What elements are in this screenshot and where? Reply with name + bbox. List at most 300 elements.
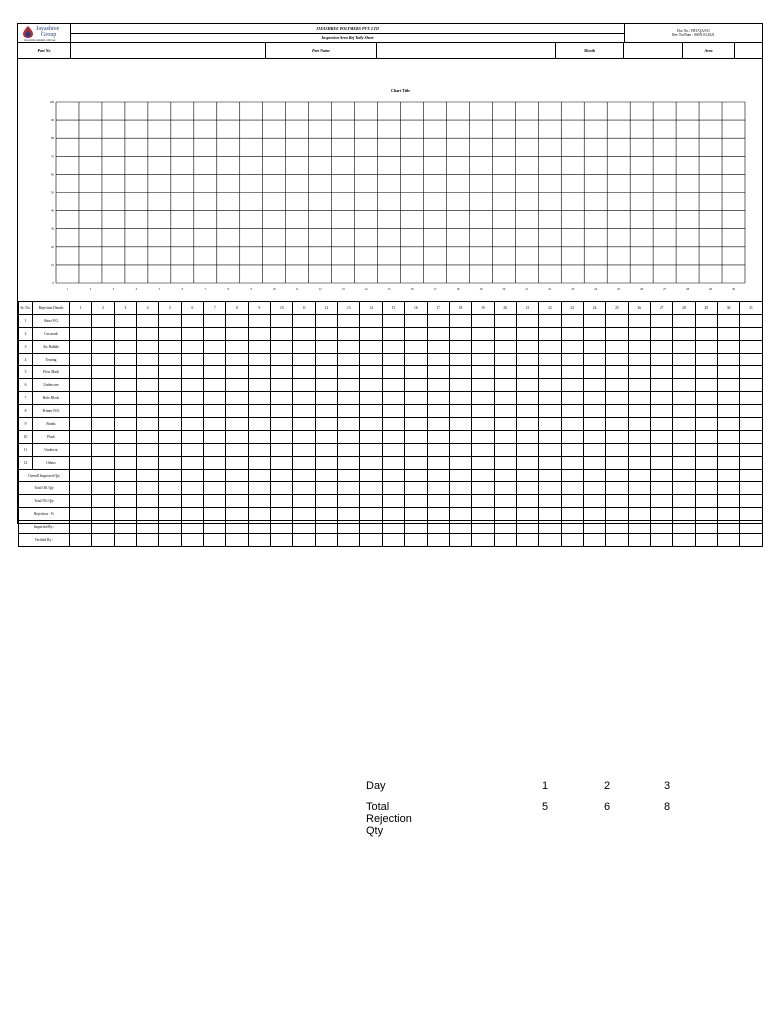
- y-tick-label: 0: [52, 281, 54, 285]
- day-cell: [271, 508, 293, 521]
- day-header: 5: [159, 302, 181, 315]
- day-cell: [583, 521, 605, 534]
- day-cell: [70, 482, 92, 495]
- day-cell: [70, 366, 92, 379]
- day-cell: [449, 521, 471, 534]
- day-cell: [315, 430, 337, 443]
- day-cell: [673, 418, 695, 431]
- defect-row: [19, 392, 763, 405]
- day-cell: [539, 469, 561, 482]
- day-cell: [204, 495, 226, 508]
- day-cell: [360, 418, 382, 431]
- defect-name: Tearing: [33, 353, 70, 366]
- day-cell: [717, 405, 739, 418]
- day-cell: [271, 469, 293, 482]
- day-header: 30: [717, 302, 739, 315]
- day-cell: [137, 430, 159, 443]
- day-cell: [628, 405, 650, 418]
- summary-day-value: 3: [664, 780, 671, 792]
- day-cell: [650, 314, 672, 327]
- part-no-label: Part No: [37, 48, 51, 53]
- day-cell: [226, 366, 248, 379]
- day-cell: [717, 456, 739, 469]
- day-cell: [360, 534, 382, 547]
- day-header: 2: [92, 302, 114, 315]
- x-tick-label: 13: [341, 287, 345, 291]
- defect-row: [19, 405, 763, 418]
- day-cell: [539, 418, 561, 431]
- day-cell: [561, 314, 583, 327]
- day-cell: [382, 314, 404, 327]
- day-cell: [717, 314, 739, 327]
- day-cell: [561, 392, 583, 405]
- x-tick-label: 7: [204, 287, 207, 291]
- day-cell: [740, 327, 762, 340]
- day-cell: [248, 508, 270, 521]
- x-tick-label: 11: [295, 287, 299, 291]
- day-cell: [472, 456, 494, 469]
- day-cell: [606, 392, 628, 405]
- day-cell: [449, 379, 471, 392]
- day-cell: [271, 482, 293, 495]
- x-tick-label: 19: [479, 287, 483, 291]
- day-cell: [628, 508, 650, 521]
- day-cell: [92, 418, 114, 431]
- summary-day-value: 1: [542, 780, 549, 792]
- summary-row: [19, 508, 763, 521]
- day-cell: [293, 366, 315, 379]
- day-cell: [405, 392, 427, 405]
- day-cell: [673, 379, 695, 392]
- x-tick-label: 15: [387, 287, 391, 291]
- day-cell: [561, 443, 583, 456]
- day-cell: [494, 521, 516, 534]
- day-cell: [137, 366, 159, 379]
- day-cell: [606, 430, 628, 443]
- day-cell: [70, 353, 92, 366]
- day-cell: [405, 456, 427, 469]
- day-cell: [248, 443, 270, 456]
- day-cell: [539, 340, 561, 353]
- day-cell: [92, 456, 114, 469]
- day-cell: [293, 430, 315, 443]
- day-cell: [606, 366, 628, 379]
- day-cell: [673, 534, 695, 547]
- day-cell: [382, 456, 404, 469]
- day-cell: [114, 469, 136, 482]
- day-cell: [516, 392, 538, 405]
- day-cell: [539, 456, 561, 469]
- day-cell: [449, 495, 471, 508]
- day-cell: [226, 340, 248, 353]
- day-cell: [695, 314, 717, 327]
- day-cell: [539, 495, 561, 508]
- day-cell: [181, 508, 203, 521]
- day-cell: [472, 366, 494, 379]
- x-tick-label: 4: [135, 287, 138, 291]
- day-cell: [226, 314, 248, 327]
- defect-number: 2: [19, 327, 33, 340]
- day-cell: [695, 418, 717, 431]
- day-cell: [114, 379, 136, 392]
- day-header: 24: [583, 302, 605, 315]
- day-cell: [70, 508, 92, 521]
- day-cell: [159, 430, 181, 443]
- y-tick-label: 70: [51, 154, 54, 159]
- day-header: 15: [382, 302, 404, 315]
- day-cell: [494, 379, 516, 392]
- day-cell: [449, 366, 471, 379]
- day-cell: [114, 482, 136, 495]
- day-cell: [338, 443, 360, 456]
- day-cell: [405, 405, 427, 418]
- day-cell: [695, 508, 717, 521]
- day-cell: [226, 418, 248, 431]
- day-cell: [427, 456, 449, 469]
- day-cell: [293, 508, 315, 521]
- day-cell: [494, 405, 516, 418]
- day-cell: [405, 521, 427, 534]
- day-cell: [360, 495, 382, 508]
- day-cell: [137, 405, 159, 418]
- day-cell: [583, 327, 605, 340]
- day-cell: [226, 405, 248, 418]
- day-cell: [449, 314, 471, 327]
- day-cell: [382, 482, 404, 495]
- day-cell: [159, 469, 181, 482]
- day-cell: [740, 353, 762, 366]
- day-cell: [472, 495, 494, 508]
- day-cell: [583, 353, 605, 366]
- day-cell: [516, 314, 538, 327]
- day-header: 13: [338, 302, 360, 315]
- day-cell: [114, 418, 136, 431]
- day-cell: [561, 327, 583, 340]
- area-label: Area: [704, 48, 713, 53]
- day-cell: [226, 521, 248, 534]
- day-cell: [70, 418, 92, 431]
- day-cell: [181, 405, 203, 418]
- day-cell: [271, 353, 293, 366]
- day-cell: [650, 353, 672, 366]
- day-cell: [606, 405, 628, 418]
- day-cell: [494, 482, 516, 495]
- day-cell: [360, 482, 382, 495]
- defect-number: 4: [19, 353, 33, 366]
- day-header: 22: [539, 302, 561, 315]
- day-cell: [695, 366, 717, 379]
- day-cell: [740, 430, 762, 443]
- day-cell: [606, 534, 628, 547]
- day-cell: [382, 418, 404, 431]
- summary-row-label: Inspected By :: [19, 521, 70, 534]
- day-cell: [159, 353, 181, 366]
- day-cell: [114, 405, 136, 418]
- day-cell: [695, 353, 717, 366]
- day-cell: [606, 418, 628, 431]
- day-cell: [360, 392, 382, 405]
- day-cell: [338, 482, 360, 495]
- day-cell: [315, 327, 337, 340]
- day-cell: [539, 482, 561, 495]
- day-cell: [92, 469, 114, 482]
- day-cell: [449, 443, 471, 456]
- day-cell: [561, 469, 583, 482]
- day-cell: [338, 340, 360, 353]
- day-cell: [449, 456, 471, 469]
- rejection-details-header: Rejection Details: [33, 302, 70, 315]
- day-cell: [360, 443, 382, 456]
- day-cell: [181, 443, 203, 456]
- day-cell: [405, 379, 427, 392]
- day-cell: [472, 534, 494, 547]
- doc-number: Doc No.: FRT/QA/011: [677, 29, 710, 33]
- day-cell: [650, 469, 672, 482]
- day-cell: [717, 469, 739, 482]
- day-cell: [516, 508, 538, 521]
- day-header: 7: [204, 302, 226, 315]
- day-cell: [561, 534, 583, 547]
- day-cell: [673, 521, 695, 534]
- summary-row-label: Rejection - %: [19, 508, 70, 521]
- defect-row: [19, 443, 763, 456]
- day-cell: [159, 534, 181, 547]
- day-cell: [695, 456, 717, 469]
- day-cell: [92, 443, 114, 456]
- day-cell: [405, 366, 427, 379]
- day-cell: [606, 508, 628, 521]
- day-cell: [539, 521, 561, 534]
- day-cell: [293, 469, 315, 482]
- day-cell: [516, 521, 538, 534]
- day-cell: [248, 521, 270, 534]
- day-cell: [673, 482, 695, 495]
- day-cell: [315, 314, 337, 327]
- day-cell: [494, 392, 516, 405]
- day-cell: [494, 327, 516, 340]
- day-cell: [204, 353, 226, 366]
- day-cell: [204, 366, 226, 379]
- y-tick-label: 30: [51, 226, 54, 231]
- day-cell: [338, 508, 360, 521]
- x-tick-label: 3: [112, 287, 115, 291]
- day-cell: [516, 340, 538, 353]
- y-tick-label: 40: [51, 208, 54, 213]
- day-cell: [70, 327, 92, 340]
- day-cell: [405, 469, 427, 482]
- day-cell: [472, 340, 494, 353]
- day-cell: [137, 314, 159, 327]
- day-cell: [427, 314, 449, 327]
- day-cell: [695, 405, 717, 418]
- day-cell: [516, 443, 538, 456]
- x-tick-label: 24: [594, 287, 598, 291]
- day-cell: [673, 405, 695, 418]
- day-cell: [449, 418, 471, 431]
- day-header: 6: [181, 302, 203, 315]
- day-cell: [382, 353, 404, 366]
- day-cell: [695, 469, 717, 482]
- day-cell: [494, 418, 516, 431]
- day-cell: [695, 379, 717, 392]
- defect-name: Flow Mark: [33, 366, 70, 379]
- day-cell: [561, 353, 583, 366]
- day-cell: [293, 443, 315, 456]
- day-cell: [427, 482, 449, 495]
- day-cell: [181, 469, 203, 482]
- summary-day-value: 2: [604, 780, 611, 792]
- day-cell: [204, 443, 226, 456]
- day-cell: [226, 469, 248, 482]
- day-cell: [338, 366, 360, 379]
- day-cell: [114, 327, 136, 340]
- day-cell: [315, 482, 337, 495]
- day-cell: [650, 521, 672, 534]
- day-cell: [382, 405, 404, 418]
- summary-row: [19, 469, 763, 482]
- defect-number: 7: [19, 392, 33, 405]
- day-cell: [606, 340, 628, 353]
- day-cell: [516, 418, 538, 431]
- day-header: 19: [472, 302, 494, 315]
- day-cell: [293, 314, 315, 327]
- day-cell: [271, 495, 293, 508]
- day-cell: [70, 521, 92, 534]
- y-tick-label: 100: [49, 100, 54, 104]
- day-cell: [494, 443, 516, 456]
- chart-title: Chart Title: [390, 88, 411, 93]
- day-cell: [248, 314, 270, 327]
- day-cell: [740, 340, 762, 353]
- day-cell: [494, 353, 516, 366]
- day-cell: [181, 327, 203, 340]
- day-cell: [181, 430, 203, 443]
- day-cell: [204, 521, 226, 534]
- day-cell: [114, 340, 136, 353]
- day-cell: [181, 521, 203, 534]
- day-cell: [449, 340, 471, 353]
- part-name-label: Part Name: [312, 48, 330, 53]
- defect-name: Flash: [33, 430, 70, 443]
- defect-number: 12: [19, 456, 33, 469]
- day-cell: [382, 327, 404, 340]
- day-cell: [472, 430, 494, 443]
- day-cell: [494, 340, 516, 353]
- day-cell: [717, 340, 739, 353]
- day-cell: [382, 392, 404, 405]
- x-tick-label: 25: [617, 287, 621, 291]
- day-cell: [427, 495, 449, 508]
- day-cell: [204, 327, 226, 340]
- day-cell: [338, 534, 360, 547]
- day-cell: [472, 521, 494, 534]
- day-cell: [248, 327, 270, 340]
- summary-row-label: Overall Inspected Qty: [19, 469, 70, 482]
- day-cell: [606, 314, 628, 327]
- day-cell: [628, 340, 650, 353]
- x-tick-label: 17: [433, 287, 437, 291]
- defect-number: 11: [19, 443, 33, 456]
- rejection-table: [18, 301, 763, 547]
- day-cell: [293, 456, 315, 469]
- day-cell: [204, 482, 226, 495]
- day-cell: [360, 521, 382, 534]
- day-cell: [695, 521, 717, 534]
- summary-day-label: Day: [366, 780, 386, 792]
- day-cell: [159, 392, 181, 405]
- day-cell: [114, 534, 136, 547]
- defect-name: Undercut: [33, 443, 70, 456]
- day-cell: [695, 340, 717, 353]
- day-cell: [338, 353, 360, 366]
- day-cell: [494, 430, 516, 443]
- day-cell: [382, 340, 404, 353]
- day-cell: [717, 392, 739, 405]
- day-cell: [137, 456, 159, 469]
- summary-row-label: Total NG Qty: [19, 495, 70, 508]
- day-cell: [405, 327, 427, 340]
- defect-name: Undercure: [33, 379, 70, 392]
- day-cell: [583, 482, 605, 495]
- day-cell: [137, 495, 159, 508]
- day-cell: [561, 379, 583, 392]
- day-cell: [405, 495, 427, 508]
- day-cell: [248, 482, 270, 495]
- day-cell: [137, 418, 159, 431]
- x-tick-label: 20: [502, 287, 506, 291]
- x-tick-label: 9: [250, 287, 252, 291]
- defect-row: [19, 340, 763, 353]
- day-cell: [650, 392, 672, 405]
- day-cell: [248, 379, 270, 392]
- day-cell: [740, 469, 762, 482]
- day-cell: [673, 469, 695, 482]
- day-cell: [360, 508, 382, 521]
- chart-svg: [18, 59, 762, 301]
- day-cell: [516, 327, 538, 340]
- day-cell: [248, 534, 270, 547]
- day-cell: [561, 418, 583, 431]
- day-cell: [92, 430, 114, 443]
- day-cell: [583, 508, 605, 521]
- day-cell: [472, 443, 494, 456]
- day-cell: [650, 456, 672, 469]
- day-cell: [673, 353, 695, 366]
- day-cell: [583, 366, 605, 379]
- day-cell: [427, 366, 449, 379]
- day-cell: [204, 456, 226, 469]
- day-cell: [204, 405, 226, 418]
- day-cell: [583, 534, 605, 547]
- sr-no-header: Sr. No.: [19, 302, 33, 315]
- defect-row: [19, 353, 763, 366]
- day-cell: [271, 379, 293, 392]
- day-cell: [360, 405, 382, 418]
- day-header: 29: [695, 302, 717, 315]
- day-cell: [539, 379, 561, 392]
- day-header: 14: [360, 302, 382, 315]
- defect-name: Bonds: [33, 418, 70, 431]
- day-header: 20: [494, 302, 516, 315]
- y-tick-label: 90: [51, 118, 54, 123]
- day-cell: [740, 314, 762, 327]
- day-cell: [427, 379, 449, 392]
- day-cell: [114, 366, 136, 379]
- day-cell: [561, 456, 583, 469]
- day-cell: [181, 456, 203, 469]
- day-cell: [472, 314, 494, 327]
- day-cell: [137, 521, 159, 534]
